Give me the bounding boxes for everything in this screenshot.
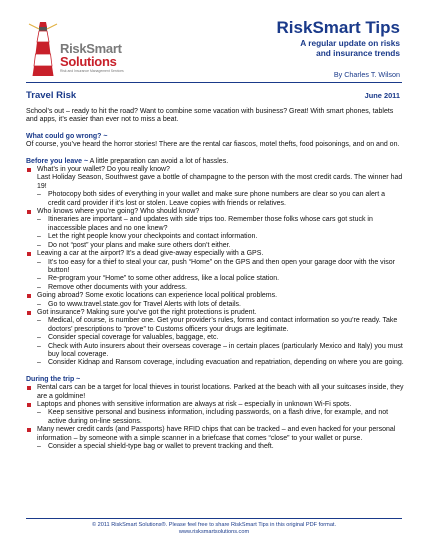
list-item: Going abroad? Some exotic locations can experience local political problems. <box>26 292 404 300</box>
sub-list-item: – Keep sensitive personal and business information, including passwords, on a flash drive, for example, and not active during on-line sessions. <box>37 409 389 425</box>
sub-list-item: – Itineraries are important – and updates with side trips too. Remember those folks whose cars got stuck in inaccessible places and no one knew? <box>37 216 373 232</box>
list-item: Many newer credit cards (and Passports) have RFID chips that can be tracked – and even hacked for your personal information – by someone with a simple scanner in a briefcase that comes “close” to your wallet or purse. <box>26 426 404 443</box>
square-bullet-icon <box>27 311 31 315</box>
sub-list-item: – Medical, of course, is number one. Get your provider’s rules, forms and contact information so you’re ready. Take doctors’ prescriptions to “prove” to Customs officers your drugs are legitimate. <box>37 317 398 333</box>
intro-paragraph: School’s out – ready to hit the road? Want to combine some vacation with business? Great! With smart phones, tablets and apps, it’s easier than ever not to miss a beat. <box>26 108 394 124</box>
list-item: Rental cars can be a target for local thieves in tourist locations. Parked at the beach with all your suitcases inside, they are a goldmine! <box>26 384 404 401</box>
before-heading-text: A little preparation can avoid a lot of hassles. <box>88 157 229 165</box>
company-logo <box>18 14 148 86</box>
square-bullet-icon <box>27 252 31 256</box>
list-item: What’s in your wallet? Do you really know? <box>26 166 404 174</box>
sub-list-item: – Remove other documents with your address. <box>37 283 187 291</box>
newsletter-subtitle-line2: and insurance trends <box>316 48 400 58</box>
section-title: Travel Risk <box>26 90 77 101</box>
square-bullet-icon <box>27 428 31 432</box>
before-heading: Before you leave ~ <box>26 157 89 165</box>
footer-website-link[interactable]: www.risksmartsolutions.com <box>178 529 250 535</box>
header-divider <box>26 82 402 83</box>
article-body <box>26 108 404 451</box>
sub-list-item: – Go to www.travel.state.gov for Travel Alerts with lots of details. <box>37 300 241 308</box>
wrong-heading: What could go wrong? ~ <box>26 132 108 140</box>
list-item-continuation: Last Holiday Season, Southwest gave a bottle of champagne to the person with the most credit cards. The winner had 19! <box>37 174 403 190</box>
list-item: Laptops and phones with sensitive information are always at risk – especially in unknown Wi-Fi spots. <box>26 401 404 409</box>
issue-date: June 2011 <box>364 91 400 100</box>
sub-list-item: – Do not “post” your plans and make sure others don’t either. <box>37 241 231 249</box>
header-titles <box>277 18 400 58</box>
footer <box>26 522 402 536</box>
sub-list-item: – Consider special coverage for valuables, baggage, etc. <box>37 334 219 342</box>
square-bullet-icon <box>27 210 31 214</box>
footer-divider <box>26 518 402 519</box>
square-bullet-icon <box>27 168 31 172</box>
wrong-paragraph: Of course, you’ve heard the horror stories! There are the rental car fiascos, motel thefts, food poisonings, and on and on. <box>26 141 400 149</box>
sub-list-item: – Let the right people know your checkpoints and contact information. <box>37 233 258 241</box>
list-item: Got insurance? Making sure you’ve got the right protections is prudent. <box>26 309 404 317</box>
sub-list-item: – Re-program your “Home” to some other address, like a local police station. <box>37 275 280 283</box>
sub-list-item: – Consider a special shield-type bag or wallet to prevent tracking and theft. <box>37 443 274 451</box>
during-heading: During the trip ~ <box>26 375 81 383</box>
sub-list-item: – Consider Kidnap and Ransom coverage, including evacuation and repatriation, depending on where you are going. <box>37 359 404 367</box>
square-bullet-icon <box>27 294 31 298</box>
footer-copyright: © 2011 RiskSmart Solutions®. Please feel free to share RiskSmart Tips in this original PDF format. <box>91 522 337 528</box>
logo-wordmark-solutions: Solutions <box>60 54 117 69</box>
lighthouse-icon <box>28 18 58 78</box>
newsletter-title: RiskSmart Tips <box>276 18 400 37</box>
newsletter-subtitle-line1: A regular update on risks <box>300 38 400 48</box>
square-bullet-icon <box>27 403 31 407</box>
sub-list-item: – Photocopy both sides of everything in your wallet and make sure phone numbers are clear so you can alert a credit card provider if it’s lost or stolen. Leave copies with friends or relatives. <box>37 191 385 207</box>
sub-list-item: – Check with Auto insurers about their overseas coverage – in certain places (particularly Mexico and Italy) you must buy local coverage. <box>37 342 403 358</box>
before-heading-line <box>26 158 404 166</box>
logo-wordmark-risksmart: RiskSmart <box>60 41 122 56</box>
author-byline: By Charles T. Wilson <box>333 70 400 79</box>
sub-list-item: – It’s too easy for a thief to steal your car, push “Home” on the GPS and then open your garage door with the visor button! <box>37 258 395 274</box>
list-item: Who knows where you’re going? Who should know? <box>26 208 404 216</box>
logo-tagline: Risk and Insurance Management Services <box>60 69 124 73</box>
list-item: Leaving a car at the airport? It’s a dead give-away especially with a GPS. <box>26 250 404 258</box>
square-bullet-icon <box>27 386 31 390</box>
